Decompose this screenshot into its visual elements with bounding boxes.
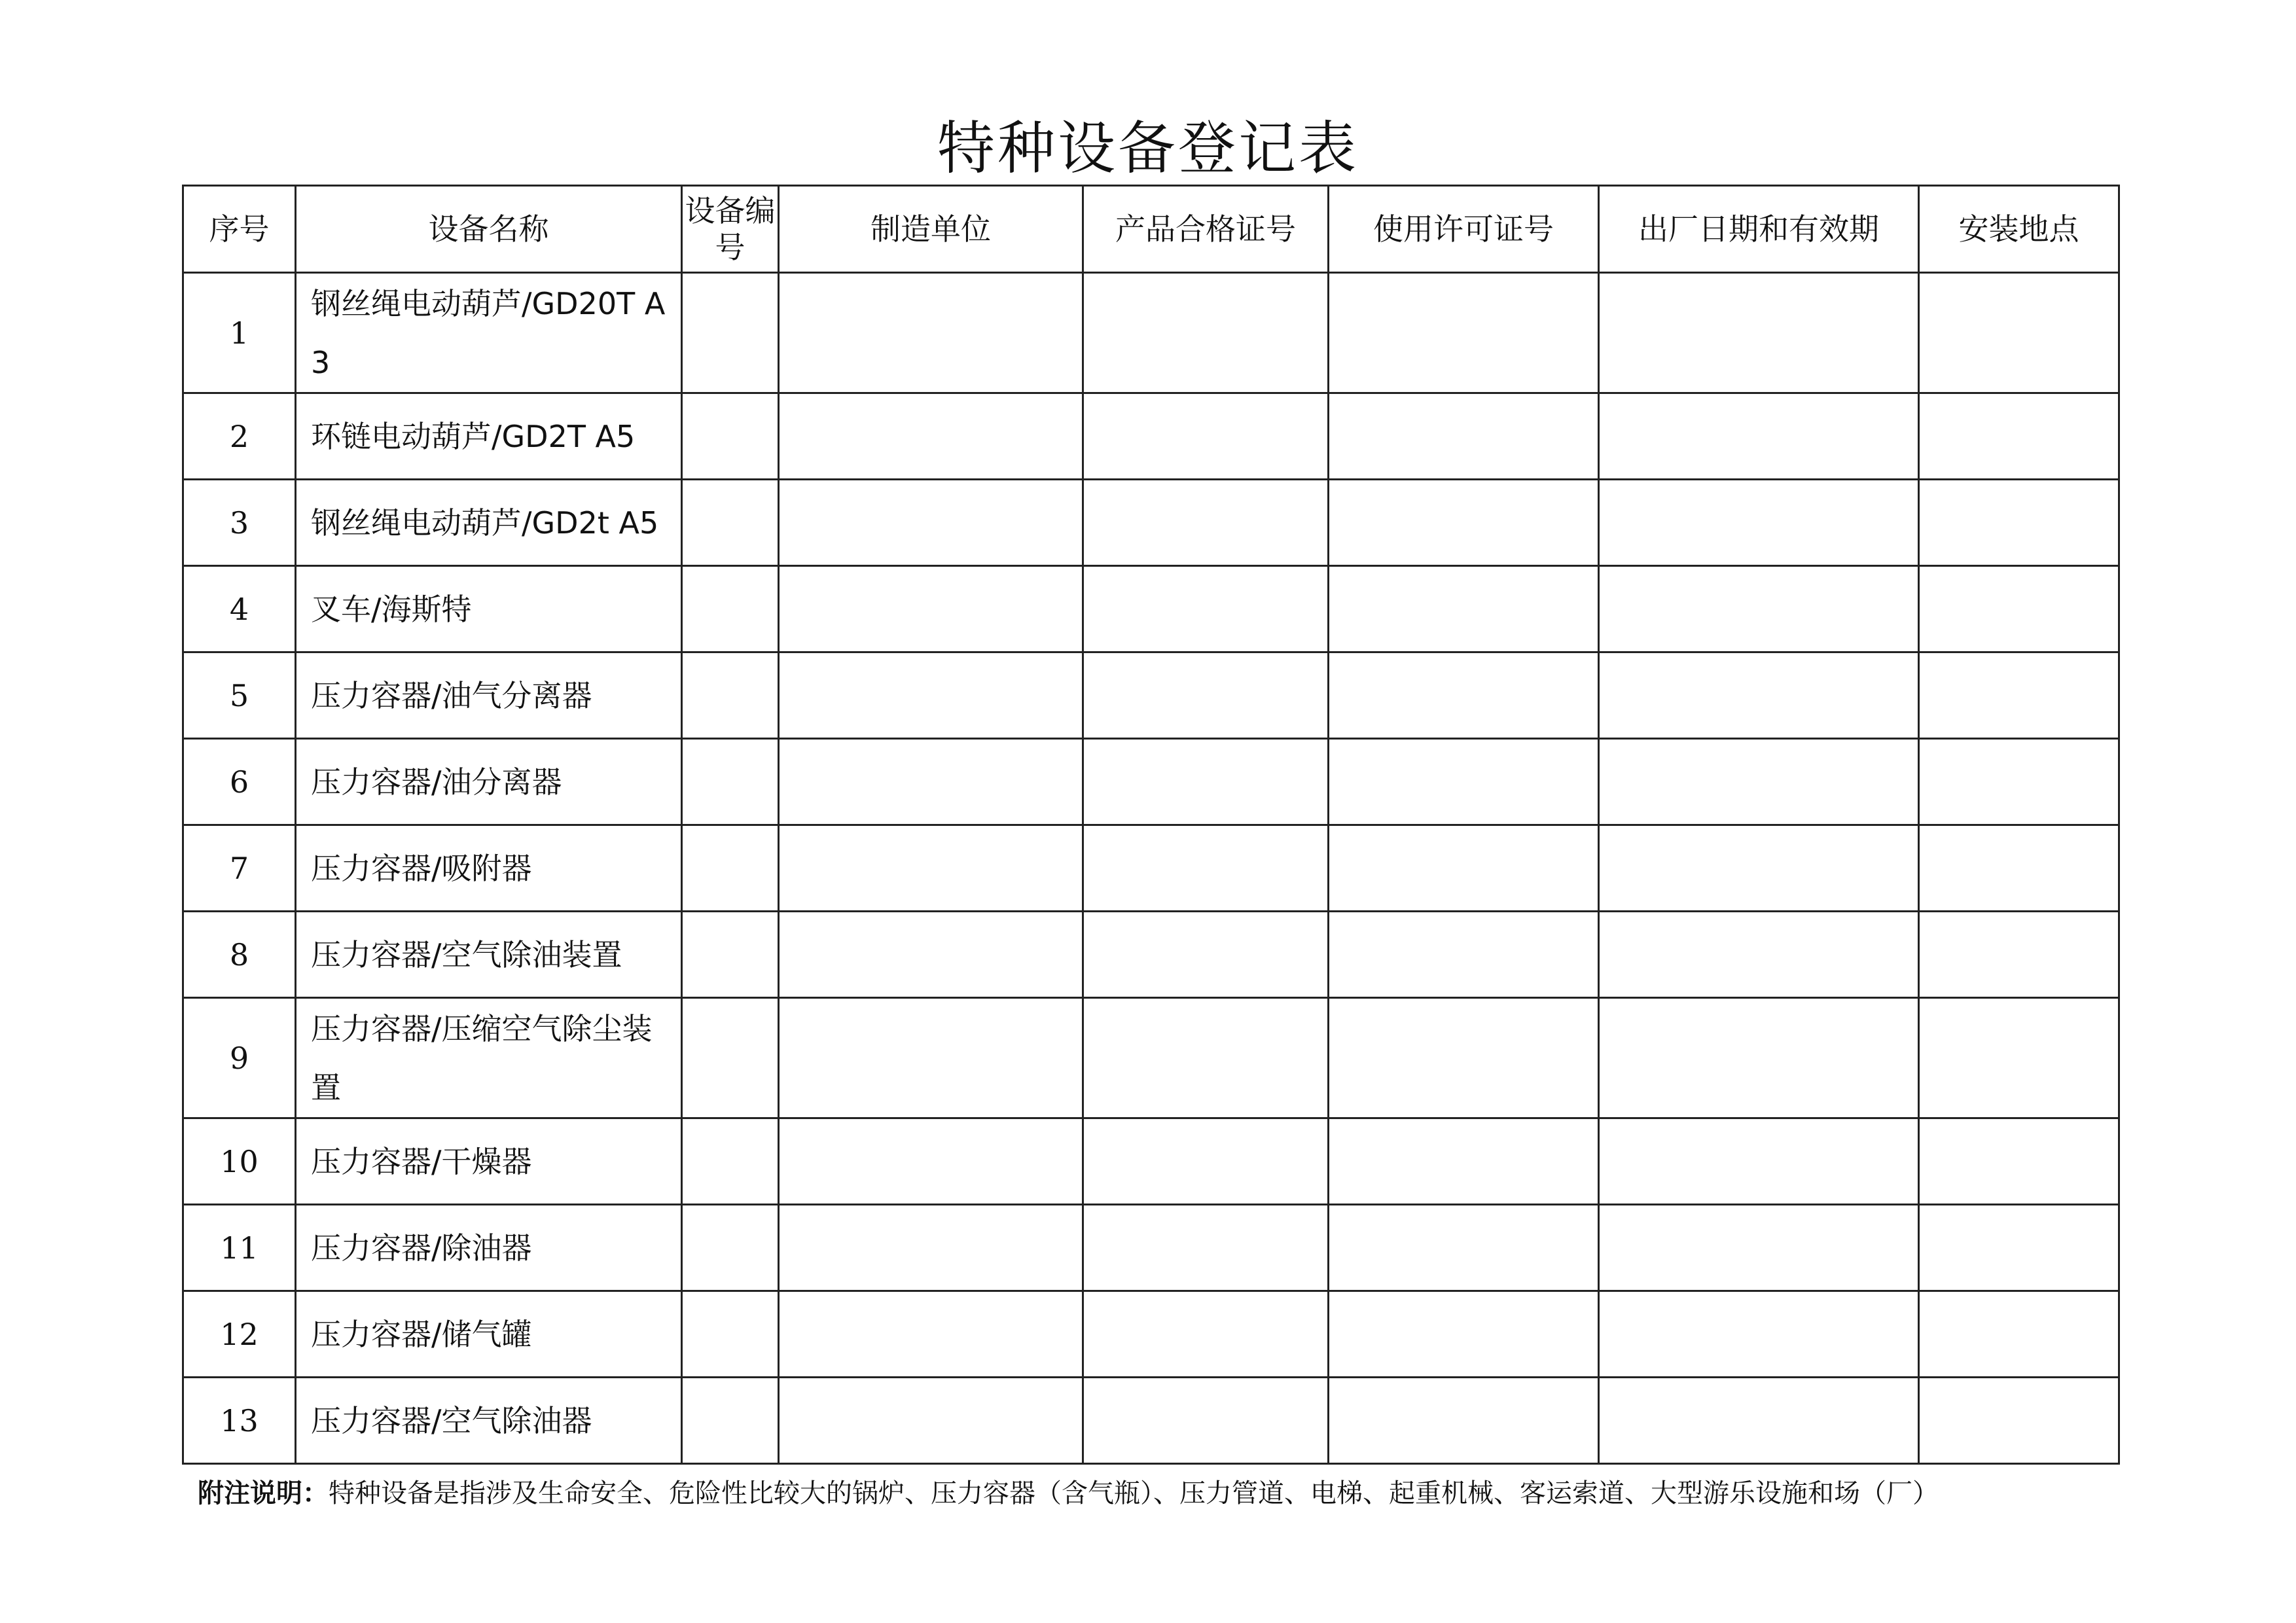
row-equipment-name: 压力容器/吸附器 (296, 825, 682, 912)
row-license-no-cell (1329, 393, 1599, 480)
row-seq: 11 (183, 1205, 296, 1291)
row-manufacturer-cell (779, 1378, 1083, 1464)
row-license-no-cell (1329, 998, 1599, 1118)
row-equipment-name: 环链电动葫芦/GD2T A5 (296, 393, 682, 480)
table-row (183, 912, 2119, 998)
header-equipment-no: 设备编号 (682, 186, 779, 273)
row-location-cell (1919, 1291, 2119, 1378)
row-certificate-no-cell (1083, 273, 1329, 393)
row-location-cell (1919, 1378, 2119, 1464)
row-date-validity-cell (1599, 1291, 1919, 1378)
row-seq: 10 (183, 1118, 296, 1205)
row-date-validity-cell (1599, 566, 1919, 652)
row-manufacturer-cell (779, 739, 1083, 825)
row-manufacturer-cell (779, 652, 1083, 739)
row-manufacturer-cell (779, 1205, 1083, 1291)
row-license-no-cell (1329, 739, 1599, 825)
page-title: 特种设备登记表 (937, 115, 1359, 182)
row-equipment-name: 压力容器/空气除油装置 (296, 912, 682, 998)
header-equipment-name: 设备名称 (296, 186, 682, 273)
row-equipment-no-cell (682, 393, 779, 480)
row-equipment-no-cell (682, 1118, 779, 1205)
table-row (183, 273, 2119, 393)
row-manufacturer-cell (779, 1291, 1083, 1378)
row-equipment-no-cell (682, 1205, 779, 1291)
row-equipment-name: 压力容器/油分离器 (296, 739, 682, 825)
row-license-no-cell (1329, 912, 1599, 998)
row-location-cell (1919, 273, 2119, 393)
row-location-cell (1919, 739, 2119, 825)
row-equipment-no-cell (682, 1291, 779, 1378)
row-certificate-no-cell (1083, 825, 1329, 912)
footnote (198, 1474, 1939, 1513)
table-row (183, 480, 2119, 566)
row-location-cell (1919, 825, 2119, 912)
table-row (183, 998, 2119, 1118)
row-date-validity-cell (1599, 1378, 1919, 1464)
row-date-validity-cell (1599, 1118, 1919, 1205)
row-date-validity-cell (1599, 273, 1919, 393)
row-manufacturer-cell (779, 393, 1083, 480)
row-certificate-no-cell (1083, 1291, 1329, 1378)
header-seq: 序号 (183, 186, 296, 273)
row-seq: 2 (183, 393, 296, 480)
row-certificate-no-cell (1083, 1378, 1329, 1464)
table-row (183, 825, 2119, 912)
row-manufacturer-cell (779, 998, 1083, 1118)
row-manufacturer-cell (779, 273, 1083, 393)
row-equipment-name: 压力容器/干燥器 (296, 1118, 682, 1205)
row-seq: 9 (183, 998, 296, 1118)
row-equipment-name: 压力容器/压缩空气除尘装置 (296, 998, 682, 1118)
row-certificate-no-cell (1083, 912, 1329, 998)
row-date-validity-cell (1599, 825, 1919, 912)
row-manufacturer-cell (779, 825, 1083, 912)
row-seq: 3 (183, 480, 296, 566)
row-date-validity-cell (1599, 912, 1919, 998)
row-seq: 6 (183, 739, 296, 825)
row-manufacturer-cell (779, 480, 1083, 566)
row-equipment-no-cell (682, 273, 779, 393)
row-seq: 5 (183, 652, 296, 739)
row-seq: 13 (183, 1378, 296, 1464)
row-date-validity-cell (1599, 1205, 1919, 1291)
row-certificate-no-cell (1083, 998, 1329, 1118)
table-row (183, 1291, 2119, 1378)
row-license-no-cell (1329, 825, 1599, 912)
row-equipment-name: 钢丝绳电动葫芦/GD20T A3 (296, 273, 682, 393)
row-location-cell (1919, 652, 2119, 739)
table-row (183, 393, 2119, 480)
header-date-validity: 出厂日期和有效期 (1599, 186, 1919, 273)
row-certificate-no-cell (1083, 1118, 1329, 1205)
row-license-no-cell (1329, 652, 1599, 739)
row-equipment-no-cell (682, 739, 779, 825)
row-equipment-no-cell (682, 825, 779, 912)
row-certificate-no-cell (1083, 480, 1329, 566)
row-date-validity-cell (1599, 652, 1919, 739)
row-equipment-name: 钢丝绳电动葫芦/GD2t A5 (296, 480, 682, 566)
row-certificate-no-cell (1083, 739, 1329, 825)
row-manufacturer-cell (779, 566, 1083, 652)
table-row (183, 1378, 2119, 1464)
row-location-cell (1919, 566, 2119, 652)
equipment-register-table (182, 185, 2120, 1465)
row-location-cell (1919, 480, 2119, 566)
row-certificate-no-cell (1083, 652, 1329, 739)
row-equipment-no-cell (682, 566, 779, 652)
table-row (183, 739, 2119, 825)
row-location-cell (1919, 912, 2119, 998)
row-manufacturer-cell (779, 912, 1083, 998)
row-seq: 7 (183, 825, 296, 912)
header-manufacturer: 制造单位 (779, 186, 1083, 273)
row-license-no-cell (1329, 480, 1599, 566)
header-location: 安装地点 (1919, 186, 2119, 273)
row-license-no-cell (1329, 273, 1599, 393)
row-certificate-no-cell (1083, 393, 1329, 480)
row-license-no-cell (1329, 1118, 1599, 1205)
header-row (183, 186, 2119, 273)
row-equipment-name: 压力容器/空气除油器 (296, 1378, 682, 1464)
footnote-text: 特种设备是指涉及生命安全、危险性比较大的锅炉、压力容器（含气瓶）、压力管道、电梯、起重机械、客运索道、大型游乐设施和场（厂） (329, 1478, 1939, 1508)
row-location-cell (1919, 393, 2119, 480)
row-equipment-no-cell (682, 912, 779, 998)
row-certificate-no-cell (1083, 566, 1329, 652)
row-seq: 1 (183, 273, 296, 393)
row-date-validity-cell (1599, 739, 1919, 825)
row-date-validity-cell (1599, 998, 1919, 1118)
row-seq: 8 (183, 912, 296, 998)
row-seq: 4 (183, 566, 296, 652)
row-date-validity-cell (1599, 480, 1919, 566)
header-certificate-no: 产品合格证号 (1083, 186, 1329, 273)
row-equipment-no-cell (682, 1378, 779, 1464)
row-equipment-no-cell (682, 480, 779, 566)
table-row (183, 652, 2119, 739)
footnote-label: 附注说明： (198, 1478, 329, 1508)
header-license-no: 使用许可证号 (1329, 186, 1599, 273)
row-manufacturer-cell (779, 1118, 1083, 1205)
table-row (183, 1118, 2119, 1205)
row-location-cell (1919, 1118, 2119, 1205)
row-license-no-cell (1329, 1291, 1599, 1378)
row-license-no-cell (1329, 1378, 1599, 1464)
row-seq: 12 (183, 1291, 296, 1378)
table-row (183, 1205, 2119, 1291)
row-location-cell (1919, 1205, 2119, 1291)
row-equipment-no-cell (682, 998, 779, 1118)
row-equipment-name: 压力容器/除油器 (296, 1205, 682, 1291)
row-certificate-no-cell (1083, 1205, 1329, 1291)
row-equipment-name: 压力容器/储气罐 (296, 1291, 682, 1378)
row-equipment-no-cell (682, 652, 779, 739)
row-date-validity-cell (1599, 393, 1919, 480)
row-equipment-name: 叉车/海斯特 (296, 566, 682, 652)
row-license-no-cell (1329, 566, 1599, 652)
table-row (183, 566, 2119, 652)
row-equipment-name: 压力容器/油气分离器 (296, 652, 682, 739)
row-license-no-cell (1329, 1205, 1599, 1291)
row-location-cell (1919, 998, 2119, 1118)
